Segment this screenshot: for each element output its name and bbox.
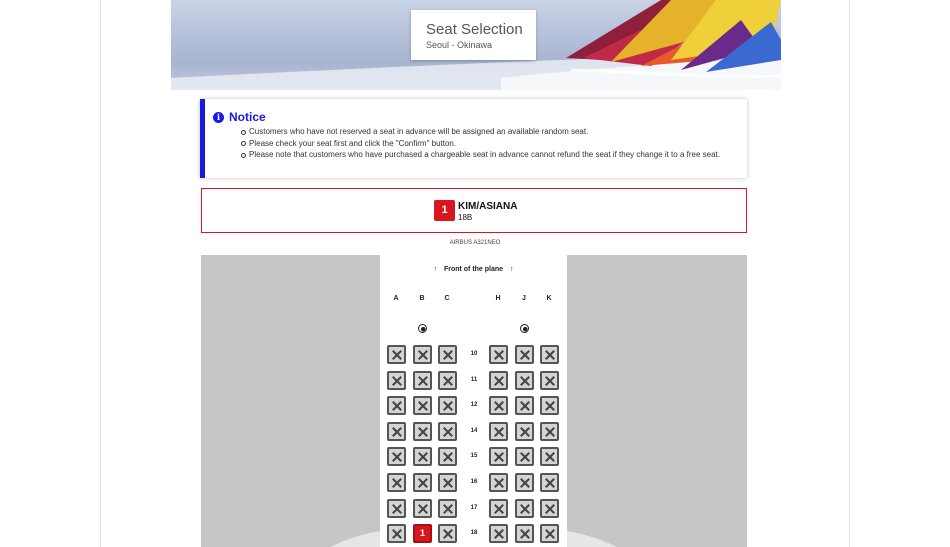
passenger-number-badge: 1 <box>434 200 455 221</box>
notice-header <box>213 110 266 124</box>
seat-unavailable-icon[interactable] <box>540 396 559 415</box>
passenger-seat: 18B <box>458 213 473 222</box>
seat-unavailable-icon[interactable] <box>515 371 534 390</box>
seat-unavailable-icon[interactable] <box>413 473 432 492</box>
notice-title: Notice <box>229 110 266 124</box>
seat-unavailable-icon[interactable] <box>515 499 534 518</box>
arrow-up-icon: ↑ <box>433 266 437 273</box>
seat-unavailable-icon[interactable] <box>387 473 406 492</box>
column-label: C <box>444 295 450 302</box>
seat-unavailable-icon[interactable] <box>438 473 457 492</box>
column-label: A <box>393 295 399 302</box>
seat-unavailable-icon[interactable] <box>540 422 559 441</box>
seat-unavailable-icon[interactable] <box>489 371 508 390</box>
seat-unavailable-icon[interactable] <box>540 345 559 364</box>
exit-row-icon <box>418 324 427 333</box>
seat-unavailable-icon[interactable] <box>515 422 534 441</box>
route-subtitle: Seoul - Okinawa <box>426 40 493 50</box>
seat-unavailable-icon[interactable] <box>489 447 508 466</box>
arrow-up-icon: ↑ <box>510 266 514 273</box>
row-number: 17 <box>470 505 478 511</box>
front-label: Front of the plane <box>443 266 504 273</box>
row-number: 15 <box>470 453 478 459</box>
notice-item: Customers who have not reserved a seat in advance will be assigned an available random seat. <box>249 126 720 138</box>
seat-unavailable-icon[interactable] <box>387 524 406 543</box>
notice-list <box>205 126 720 161</box>
notice-item: Please check your seat first and click the "Confirm" button. <box>249 138 720 150</box>
page-title: Seat Selection <box>426 21 523 38</box>
seat-unavailable-icon[interactable] <box>515 396 534 415</box>
seat-unavailable-icon[interactable] <box>387 499 406 518</box>
seat-unavailable-icon[interactable] <box>489 524 508 543</box>
seat-unavailable-icon[interactable] <box>540 371 559 390</box>
seat-unavailable-icon[interactable] <box>438 422 457 441</box>
seat-unavailable-icon[interactable] <box>515 524 534 543</box>
seat-unavailable-icon[interactable] <box>515 473 534 492</box>
seat-unavailable-icon[interactable] <box>540 447 559 466</box>
seat-unavailable-icon[interactable] <box>438 524 457 543</box>
front-of-plane <box>380 266 567 273</box>
seat-unavailable-icon[interactable] <box>387 345 406 364</box>
row-number: 11 <box>470 377 478 383</box>
row-number: 12 <box>470 402 478 408</box>
title-card <box>411 10 536 60</box>
seat-unavailable-icon[interactable] <box>438 447 457 466</box>
exit-row-icon <box>520 324 529 333</box>
seat-unavailable-icon[interactable] <box>413 396 432 415</box>
seat-unavailable-icon[interactable] <box>540 499 559 518</box>
column-label: K <box>546 295 552 302</box>
seat-unavailable-icon[interactable] <box>489 473 508 492</box>
seat-unavailable-icon[interactable] <box>515 345 534 364</box>
column-label: H <box>495 295 501 302</box>
seat-unavailable-icon[interactable] <box>489 345 508 364</box>
seat-unavailable-icon[interactable] <box>413 499 432 518</box>
seat-unavailable-icon[interactable] <box>413 371 432 390</box>
row-number: 10 <box>470 351 478 357</box>
column-label: J <box>522 295 526 302</box>
cabin <box>380 255 567 547</box>
row-number: 16 <box>470 479 478 485</box>
seat-unavailable-icon[interactable] <box>489 499 508 518</box>
passenger-name: KIM/ASIANA <box>458 201 518 212</box>
aircraft-type: AIRBUS A321NEO <box>449 240 501 246</box>
seat-unavailable-icon[interactable] <box>540 524 559 543</box>
seat-unavailable-icon[interactable] <box>387 447 406 466</box>
info-icon: i <box>213 112 224 123</box>
seat-unavailable-icon[interactable] <box>413 345 432 364</box>
seat-unavailable-icon[interactable] <box>413 422 432 441</box>
seat-unavailable-icon[interactable] <box>489 422 508 441</box>
seat-unavailable-icon[interactable] <box>489 396 508 415</box>
seat-unavailable-icon[interactable] <box>387 422 406 441</box>
selected-seat[interactable]: 1 <box>413 524 432 543</box>
notice-item: Please note that customers who have purchased a chargeable seat in advance cannot refund the seat if they change it to a free seat. <box>249 150 720 159</box>
passenger-card[interactable] <box>201 188 747 233</box>
seat-unavailable-icon[interactable] <box>438 396 457 415</box>
seat-unavailable-icon[interactable] <box>515 447 534 466</box>
seat-unavailable-icon[interactable] <box>540 473 559 492</box>
row-number: 14 <box>470 428 478 434</box>
seat-unavailable-icon[interactable] <box>387 396 406 415</box>
column-label: B <box>419 295 425 302</box>
seat-unavailable-icon[interactable] <box>387 371 406 390</box>
seat-unavailable-icon[interactable] <box>413 447 432 466</box>
notice-box <box>200 99 747 178</box>
seat-unavailable-icon[interactable] <box>438 499 457 518</box>
row-number: 18 <box>470 530 478 536</box>
seat-unavailable-icon[interactable] <box>438 371 457 390</box>
seat-unavailable-icon[interactable] <box>438 345 457 364</box>
